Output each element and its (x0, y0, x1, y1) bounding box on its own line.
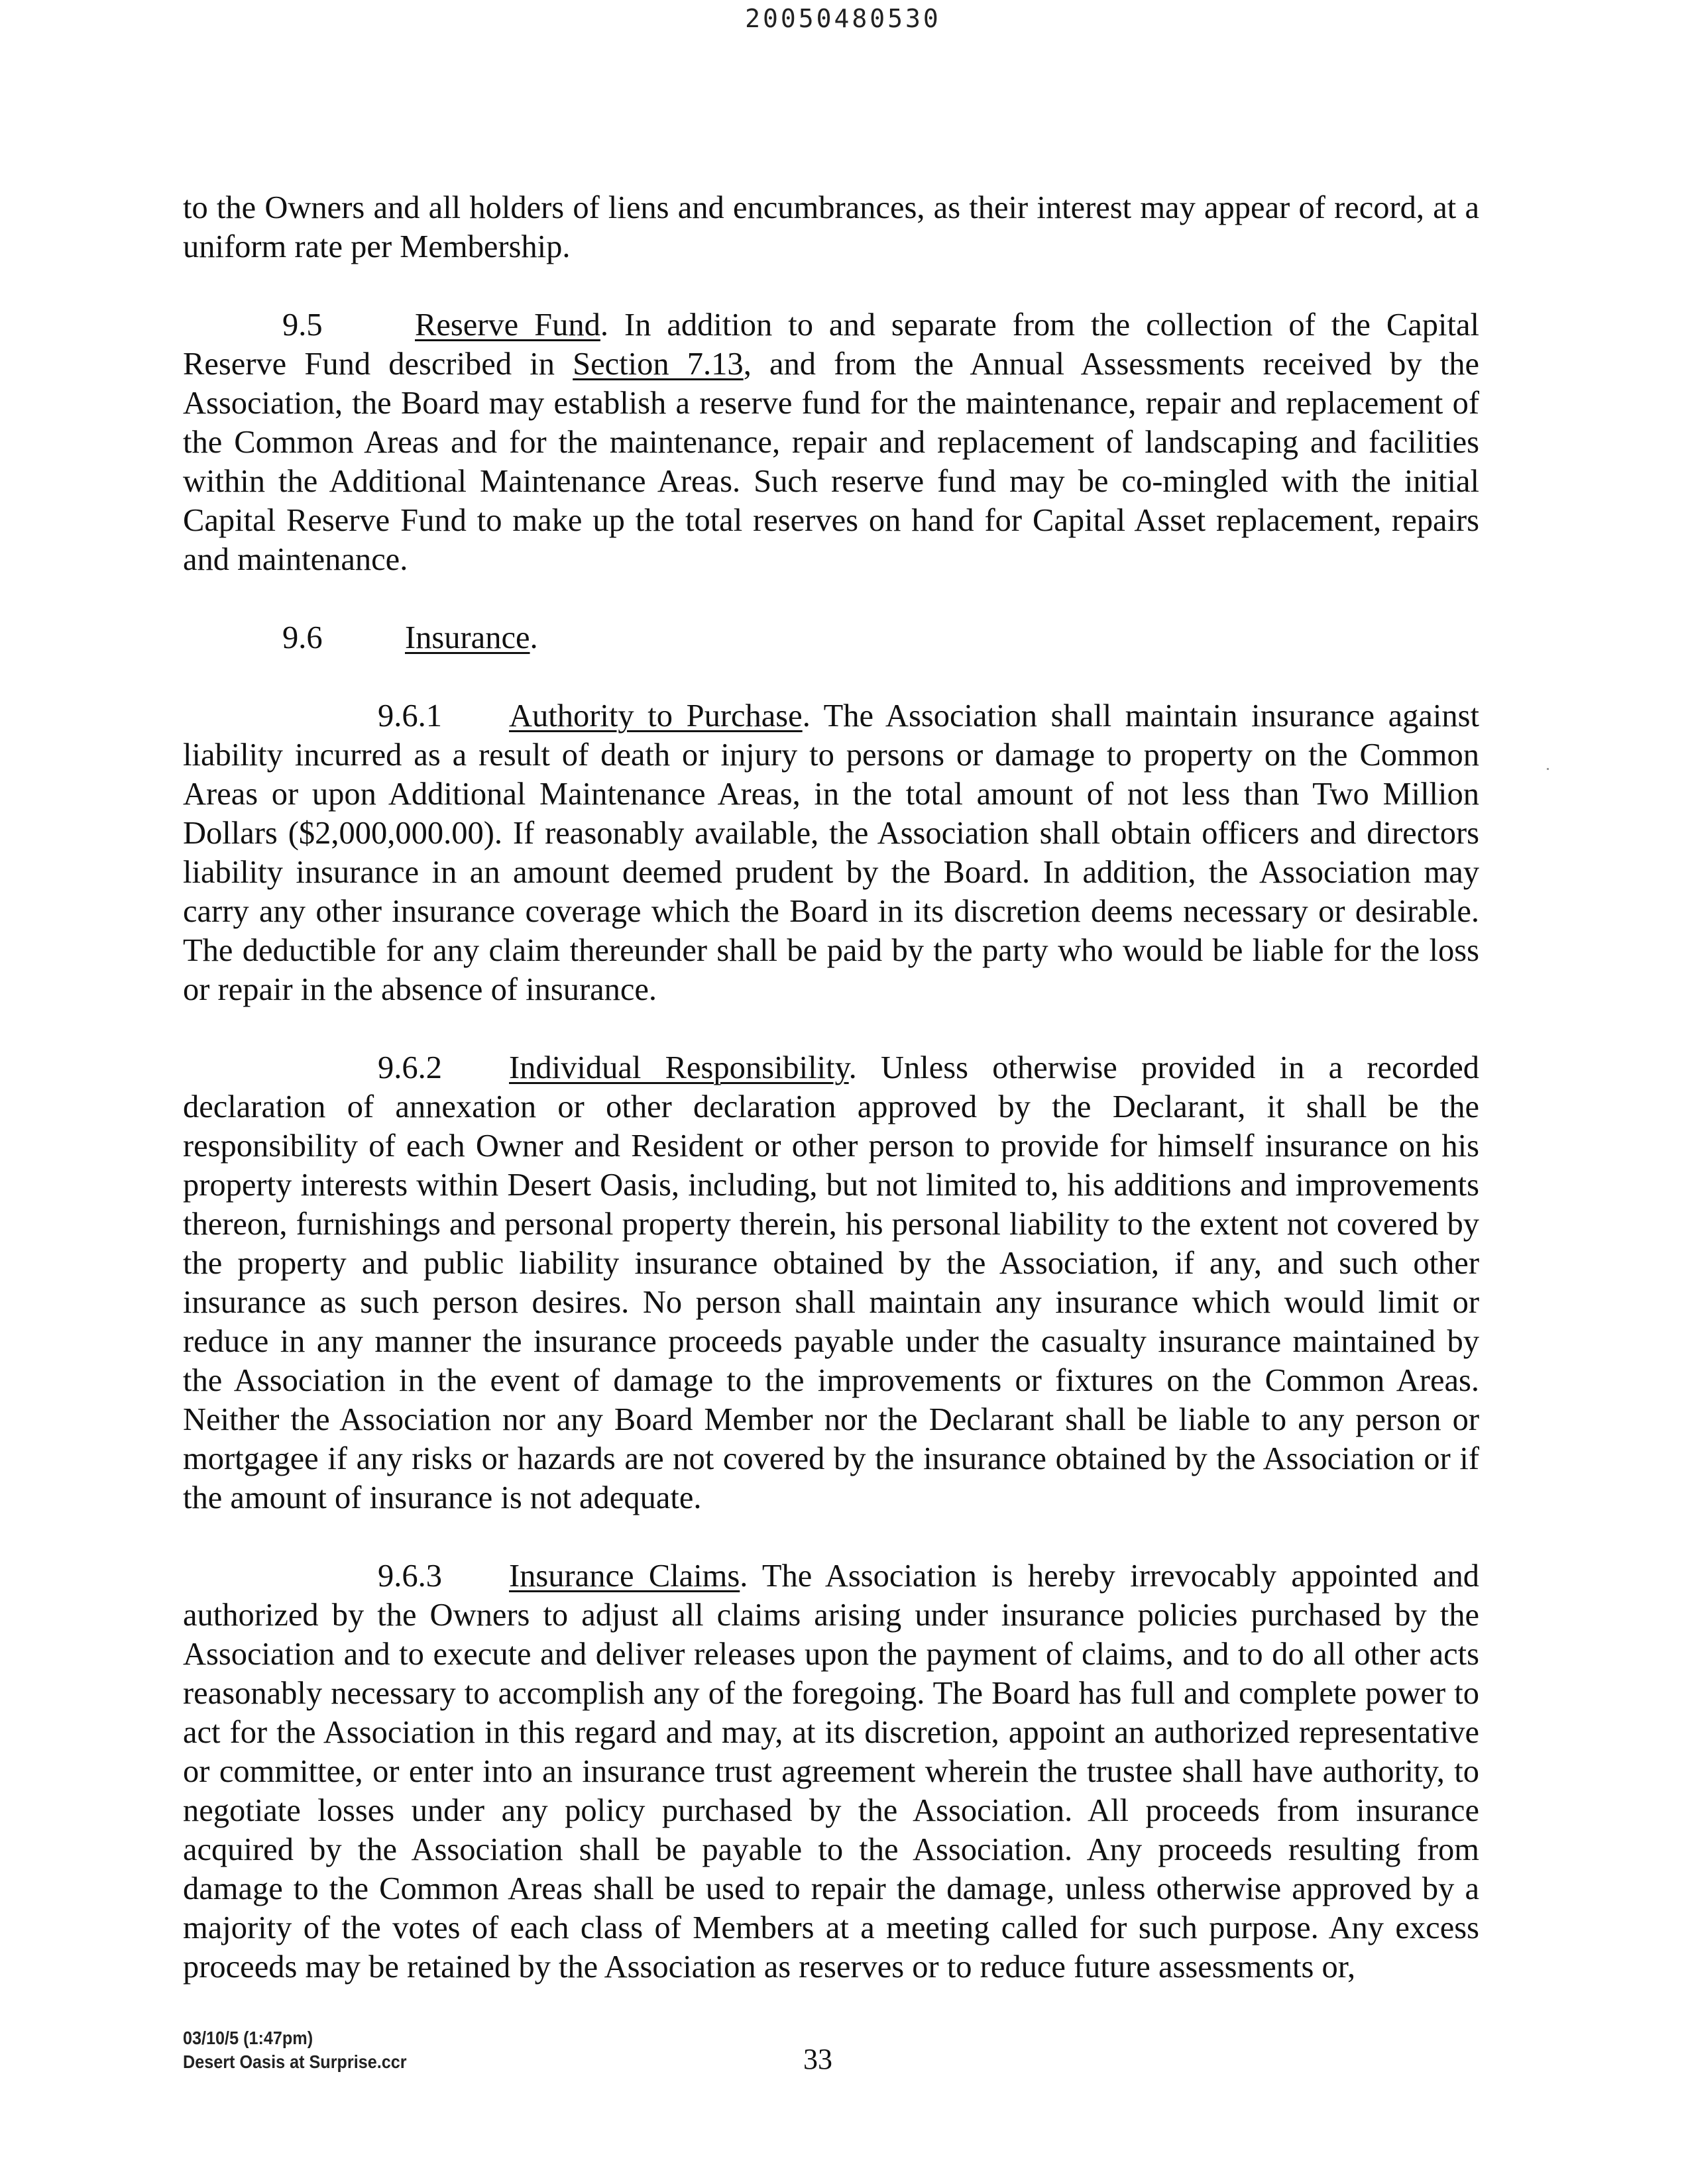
section-9-6-1 (183, 696, 1479, 1009)
footer-info (183, 2026, 431, 2074)
section-number: 9.5 (282, 307, 323, 343)
section-text: . Unless otherwise provided in a recorded declaration of annexation or other declaration approved by the Declarant, it shall be the responsibility of each Owner and Resident or other person to provide for himself insurance on his property interests within Desert Oasis, including, but not limited to, his additions and improvements thereon, furnishings and personal property therein, his personal liability to the extent not covered by the property and public liability insurance obtained by the Association, if any, and such other insurance as such person desires. No person shall maintain any insurance which would limit or reduce in any manner the insurance proceeds payable under the casualty insurance maintained by the Association in the event of damage to the improvements or fixtures on the Common Areas. Neither the Association nor any Board Member nor the Declarant shall be liable to any person or mortgagee if any risks or hazards are not covered by the insurance obtained by the Association or if the amount of insurance is not adequate. (183, 1050, 1479, 1515)
footer-filename: Desert Oasis at Surprise.ccr (183, 2051, 407, 2072)
section-heading: Insurance Claims (509, 1558, 740, 1594)
scan-speck (1547, 768, 1549, 770)
section-number: 9.6.3 (378, 1558, 442, 1594)
section-text: , and from the Annual Assessments received by the Association, the Board may establish a reserve fund for the maintenance, repair and replacement of the Common Areas and for the maintenance, repair and replacement of landscaping and facilities within the Additional Maintenance Areas. Such reserve fund may be co-mingled with the initial Capital Reserve Fund to make up the total reserves on hand for Capital Asset replacement, repairs and maintenance. (183, 347, 1480, 577)
section-number: 9.6 (282, 620, 323, 655)
document-body (183, 188, 1479, 1987)
section-9-6-3 (183, 1556, 1479, 1987)
section-9-6-2 (183, 1048, 1479, 1517)
section-text: . The Association is hereby irrevocably appointed and authorized by the Owners to adjust all claims arising under insurance policies purchased by the Association and to execute and deliver releases upon the payment of claims, and to do all other acts reasonably necessary to accomplish any of the foregoing. The Board has full and complete power to act for the Association in this regard and may, at its discretion, appoint an authorized representative or committee, or enter into an insurance trust agreement wherein the trustee shall have authority, to negotiate losses under any policy purchased by the Association. All proceeds from insurance acquired by the Association shall be payable to the Association. Any proceeds resulting from damage to the Common Areas shall be used to repair the damage, unless otherwise approved by a majority of the votes of each class of Members at a meeting called for such purpose. Any excess proceeds may be retained by the Association as reserves or to reduce future assessments or, (183, 1558, 1479, 1985)
section-reference-link: Section 7.13 (573, 347, 744, 382)
section-text: . The Association shall maintain insurance against liability incurred as a result of death or injury to persons or damage to property on the Common Areas or upon Additional Maintenance Areas, in the total amount of not less than Two Million Dollars ($2,000,000.00). If reasonably available, the Association shall obtain officers and directors liability insurance in an amount deemed prudent by the Board. In addition, the Association may carry any other insurance coverage which the Board in its discretion deems necessary or desirable. The deductible for any claim thereunder shall be paid by the party who would be liable for the loss or repair in the absence of insurance. (183, 698, 1479, 1007)
section-heading: Insurance (405, 620, 530, 655)
section-text: . In addition to and separate from the collection of the Capital Reserve Fund described in (183, 307, 1479, 382)
paragraph-intro: to the Owners and all holders of liens and encumbrances, as their interest may appear of record, at a uniform rate per Membership. (183, 190, 1479, 264)
section-9-5 (183, 305, 1479, 579)
footer-date: 03/10/5 (1:47pm) (183, 2028, 313, 2048)
section-punctuation: . (530, 620, 538, 655)
document-number: 20050480530 (745, 4, 941, 33)
page-number: 33 (803, 2043, 832, 2075)
section-heading: Reserve Fund (415, 307, 600, 343)
section-9-6 (183, 618, 1479, 657)
section-heading: Authority to Purchase (509, 698, 803, 734)
section-number: 9.6.2 (378, 1050, 442, 1085)
section-heading: Individual Responsibility (509, 1050, 849, 1085)
section-number: 9.6.1 (378, 698, 442, 734)
